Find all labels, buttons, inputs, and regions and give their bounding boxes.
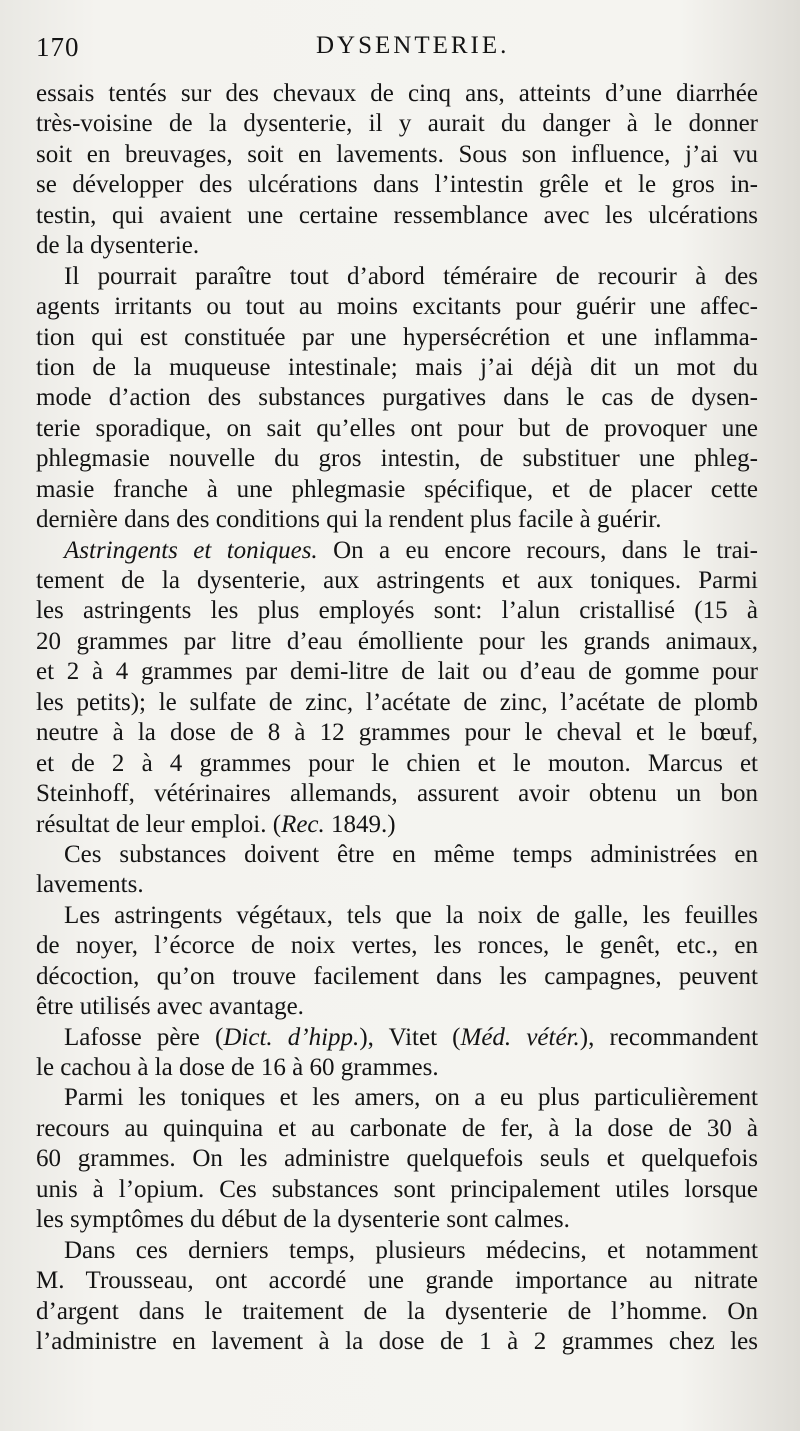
line-text: se développer des ulcérations dans l’intestin grêle et le gros in- [36, 171, 758, 199]
text-line [36, 262, 758, 292]
line-text: tion qui est constituée par une hypersécrétion et une inflamma- [36, 323, 758, 351]
line-text: essais tentés sur des chevaux de cinq ans, atteints d’une diarrhée [36, 80, 758, 107]
line-text: recours au quinquina et au carbonate de fer, à la dose de 30 à [36, 1114, 758, 1142]
text-line [36, 627, 758, 657]
line-text: et 2 à 4 grammes par demi-litre de lait ou d’eau de gomme pour [36, 658, 758, 686]
text-line [36, 657, 758, 687]
line-text: Ces substances doivent être en même temps administrées en [64, 840, 758, 868]
text-line [36, 109, 758, 139]
line-text: l’administre en lavement à la dose de 1 à 2 grammes chez les [36, 1327, 758, 1355]
text-line [36, 810, 758, 840]
line-text: agents irritants ou tout au moins excitants pour guérir une affec- [36, 293, 758, 321]
text-line [36, 840, 758, 870]
text-line [36, 505, 758, 535]
text-line [36, 749, 758, 779]
line-text: tion de la muqueuse intestinale; mais j’ai déjà dit un mot du [36, 353, 758, 381]
text-line [36, 1053, 758, 1083]
line-text: ), recommandent [579, 1023, 759, 1051]
line-text: On a eu encore recours, dans le trai- [317, 536, 758, 564]
line-text: ), Vitet ( [359, 1023, 461, 1051]
line-text: terie sporadique, on sait qu’elles ont pour but de provoquer une [36, 414, 758, 442]
line-text: Dans ces derniers temps, plusieurs médecins, et notamment [64, 1236, 758, 1264]
text-line [36, 170, 758, 200]
text-line [36, 1083, 758, 1113]
text-line [36, 1023, 758, 1053]
running-title: DYSENTERIE. [316, 32, 510, 59]
line-text: tement de la dysenterie, aux astringents et aux toniques. Parmi [36, 567, 758, 594]
text-line [36, 962, 758, 992]
line-text: de la dysenterie. [36, 232, 200, 260]
line-text: les astringents les plus employés sont: l’alun cristallisé (15 à [36, 597, 758, 625]
line-text: Parmi les toniques et les amers, on a eu plus particulièrement [64, 1084, 758, 1112]
line-text: de noyer, l’écorce de noix vertes, les ronces, le genêt, etc., en [36, 932, 758, 960]
line-text: dernière dans des conditions qui la rendent plus facile à guérir. [36, 506, 662, 534]
italic-text: Dict. d’hipp. [223, 1023, 360, 1051]
page-header [36, 28, 776, 68]
line-text: les petits); le sulfate de zinc, l’acétate de zinc, l’acétate de plomb [36, 688, 758, 716]
line-text: soit en breuvages, soit en lavements. Sous son influence, j’ai vu [36, 140, 758, 168]
text-line [36, 992, 758, 1022]
line-text: Steinhoff, vétérinaires allemands, assurent avoir obtenu un bon [36, 780, 758, 808]
line-text: neutre à la dose de 8 à 12 grammes pour le cheval et le bœuf, [36, 719, 758, 747]
text-line [36, 870, 758, 900]
line-text: 60 grammes. On les administre quelquefois seuls et quelquefois [36, 1145, 758, 1173]
line-text: et de 2 à 4 grammes pour le chien et le mouton. Marcus et [36, 749, 758, 777]
text-line [36, 1327, 758, 1357]
text-line [36, 140, 758, 170]
text-line [36, 536, 758, 566]
text-line [36, 779, 758, 809]
text-line [36, 596, 758, 626]
text-line [36, 1266, 758, 1296]
text-line [36, 231, 758, 261]
text-line [36, 1114, 758, 1144]
line-text: d’argent dans le traitement de la dysenterie de l’homme. On [36, 1297, 758, 1325]
text-line [36, 931, 758, 961]
line-text: Les astringents végétaux, tels que la noix de galle, les feuilles [64, 901, 758, 929]
text-line [36, 79, 758, 109]
line-text: testin, qui avaient une certaine ressemblance avec les ulcérations [36, 201, 758, 229]
text-line [36, 444, 758, 474]
text-line [36, 1205, 758, 1235]
line-text: Il pourrait paraître tout d’abord téméraire de recourir à des [64, 262, 758, 290]
text-line [36, 475, 758, 505]
text-line [36, 414, 758, 444]
text-line [36, 323, 758, 353]
line-text: être utilisés avec avantage. [36, 993, 304, 1021]
line-text: mode d’action des substances purgatives dans le cas de dysen- [36, 384, 758, 412]
line-text: très-voisine de la dysenterie, il y aurait du danger à le donner [36, 110, 758, 138]
text-line [36, 688, 758, 718]
text-line [36, 566, 758, 596]
line-text: 20 grammes par litre d’eau émolliente pour les grands animaux, [36, 627, 758, 655]
text-line [36, 353, 758, 383]
body-text [36, 79, 758, 1357]
line-text: décoction, qu’on trouve facilement dans les campagnes, peuvent [36, 962, 758, 990]
text-line [36, 1236, 758, 1266]
text-line [36, 1297, 758, 1327]
line-text: 1849.) [324, 810, 396, 838]
line-text: M. Trousseau, ont accordé une grande importance au nitrate [36, 1267, 758, 1295]
text-line [36, 201, 758, 231]
line-text: les symptômes du début de la dysenterie sont calmes. [36, 1206, 570, 1234]
line-text: masie franche à une phlegmasie spécifique, et de placer cette [36, 475, 758, 503]
line-text: Lafosse père ( [64, 1023, 224, 1051]
text-line [36, 1175, 758, 1205]
line-text: le cachou à la dose de 16 à 60 grammes. [36, 1054, 439, 1081]
text-line [36, 292, 758, 322]
italic-text: Astringents et toniques. [64, 536, 318, 564]
text-line [36, 901, 758, 931]
text-line [36, 718, 758, 748]
italic-text: Méd. vétér. [460, 1023, 580, 1051]
text-line [36, 1144, 758, 1174]
line-text: lavements. [36, 871, 144, 899]
line-text: résultat de leur emploi. ( [36, 810, 282, 838]
italic-text: Rec. [281, 810, 325, 838]
line-text: unis à l’opium. Ces substances sont principalement utiles lorsque [36, 1175, 758, 1203]
line-text: phlegmasie nouvelle du gros intestin, de substituer une phleg- [36, 445, 758, 473]
text-line [36, 383, 758, 413]
page-number: 170 [36, 32, 80, 62]
